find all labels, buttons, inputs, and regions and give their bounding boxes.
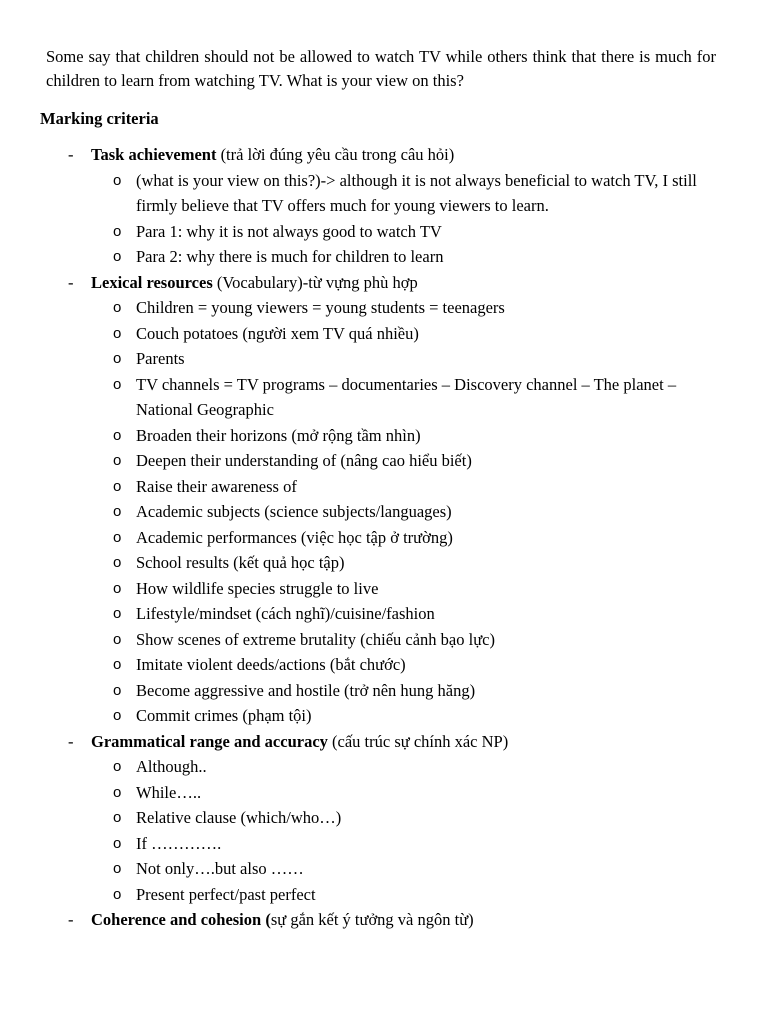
criterion-note: (Vocabulary)-từ vựng phù hợp: [212, 272, 418, 292]
list-item-text: Deepen their understanding of (nâng cao hiểu biết): [136, 451, 472, 470]
list-item-text: Academic subjects (science subjects/languages): [136, 502, 452, 521]
criterion-items: [0, 168, 768, 270]
dash-marker: -: [68, 731, 74, 751]
list-item-text: Children = young viewers = young students = teenagers: [136, 298, 505, 317]
circle-bullet-icon: o: [113, 171, 122, 189]
criterion-note: sự gắn kết ý tưởng và ngôn từ): [270, 910, 474, 929]
criterion-line: [0, 142, 768, 168]
criterion-name: Grammatical range and accuracy: [91, 731, 328, 751]
circle-bullet-icon: o: [113, 248, 122, 265]
circle-bullet-icon: o: [113, 222, 122, 240]
criterion: [0, 907, 768, 933]
criterion: [0, 142, 768, 270]
circle-bullet-icon: o: [113, 681, 122, 699]
list-item: [0, 550, 768, 576]
list-item: [0, 780, 768, 806]
criterion-text: [91, 270, 418, 296]
list-item: [0, 805, 768, 831]
list-item: [0, 321, 768, 347]
list-item-text: Couch potatoes (người xem TV quá nhiều): [136, 323, 419, 343]
list-item-text: Para 1: why it is not always good to watch TV: [136, 221, 442, 241]
list-item-text: Parents: [136, 349, 185, 368]
criterion-note: (cấu trúc sự chính xác NP): [327, 731, 509, 751]
circle-bullet-icon: o: [113, 554, 122, 571]
list-item-text: School results (kết quả học tập): [136, 553, 345, 572]
list-item-text: (what is your view on this?)-> although it is not always beneficial to watch TV, I still firmly believe that TV offers much for young viewers to learn.: [136, 170, 697, 215]
circle-bullet-icon: o: [113, 426, 122, 444]
list-item-text: Raise their awareness of: [136, 476, 297, 496]
list-item-text: If ………….: [136, 833, 222, 853]
essay-prompt: Some say that children should not be allowed to watch TV while others think that there is much for children to learn from watching TV. What is your view on this?: [46, 47, 716, 90]
criterion-text: [91, 729, 508, 755]
circle-bullet-icon: o: [113, 758, 122, 775]
circle-bullet-icon: o: [113, 809, 122, 826]
circle-bullet-icon: o: [113, 375, 122, 393]
list-item-text: TV channels = TV programs – documentaries – Discovery channel – The planet – National Geographic: [136, 374, 677, 419]
circle-bullet-icon: o: [113, 452, 122, 469]
criterion-name: Task achievement: [91, 145, 217, 164]
circle-bullet-icon: o: [113, 860, 122, 877]
circle-bullet-icon: o: [113, 477, 122, 495]
list-item: [0, 576, 768, 602]
list-item-text: How wildlife species struggle to live: [136, 578, 379, 598]
list-item: [0, 372, 768, 423]
criterion-items: [0, 754, 768, 907]
criterion-items: [0, 295, 768, 729]
criterion-name: Coherence and cohesion (: [91, 910, 271, 929]
criteria-list: [0, 142, 768, 933]
list-item-text: Academic performances (việc học tập ở trường): [136, 527, 453, 547]
criterion-line: [0, 729, 768, 755]
list-item: [0, 856, 768, 882]
dash-marker: -: [68, 272, 74, 292]
circle-bullet-icon: o: [113, 299, 122, 316]
criterion-note: (trả lời đúng yêu cầu trong câu hỏi): [216, 145, 455, 164]
list-item-text: Commit crimes (phạm tội): [136, 706, 312, 725]
circle-bullet-icon: o: [113, 324, 122, 342]
list-item-text: Not only….but also ……: [136, 859, 304, 878]
criterion: [0, 270, 768, 729]
circle-bullet-icon: o: [113, 630, 122, 648]
list-item-text: While…..: [136, 782, 202, 802]
list-item: [0, 882, 768, 908]
list-item: [0, 244, 768, 270]
circle-bullet-icon: o: [113, 605, 122, 622]
list-item: [0, 423, 768, 449]
list-item: [0, 525, 768, 551]
list-item-text: Para 2: why there is much for children to learn: [136, 247, 444, 266]
circle-bullet-icon: o: [113, 707, 122, 724]
circle-bullet-icon: o: [113, 528, 122, 546]
list-item: [0, 448, 768, 474]
list-item-text: Lifestyle/mindset (cách nghĩ)/cuisine/fashion: [136, 604, 435, 623]
criterion-line: [0, 907, 768, 933]
circle-bullet-icon: o: [113, 579, 122, 597]
circle-bullet-icon: o: [113, 783, 122, 801]
list-item: [0, 295, 768, 321]
list-item: [0, 652, 768, 678]
list-item: [0, 219, 768, 245]
criterion-text: [91, 907, 474, 933]
criterion-name: Lexical resources: [91, 272, 213, 292]
list-item-text: Become aggressive and hostile (trở nên hung hăng): [136, 680, 476, 700]
list-item: [0, 474, 768, 500]
list-item-text: Broaden their horizons (mở rộng tầm nhìn): [136, 425, 421, 445]
list-item: [0, 703, 768, 729]
list-item: [0, 499, 768, 525]
marking-criteria-heading: Marking criteria: [40, 109, 159, 128]
list-item: [0, 168, 768, 219]
list-item: [0, 678, 768, 704]
circle-bullet-icon: o: [113, 350, 122, 367]
list-item: [0, 627, 768, 653]
list-item-text: Although..: [136, 757, 207, 776]
criterion-text: [91, 142, 454, 168]
circle-bullet-icon: o: [113, 885, 122, 903]
list-item: [0, 831, 768, 857]
dash-marker: -: [68, 910, 74, 929]
circle-bullet-icon: o: [113, 834, 122, 852]
list-item-text: Show scenes of extreme brutality (chiếu cảnh bạo lực): [136, 629, 495, 649]
list-item-text: Present perfect/past perfect: [136, 884, 316, 904]
list-item-text: Imitate violent deeds/actions (bắt chước): [136, 655, 406, 674]
criterion: [0, 729, 768, 908]
circle-bullet-icon: o: [113, 503, 122, 520]
list-item: [0, 601, 768, 627]
dash-marker: -: [68, 145, 74, 164]
circle-bullet-icon: o: [113, 656, 122, 673]
list-item-text: Relative clause (which/who…): [136, 808, 342, 827]
criterion-line: [0, 270, 768, 296]
list-item: [0, 346, 768, 372]
list-item: [0, 754, 768, 780]
